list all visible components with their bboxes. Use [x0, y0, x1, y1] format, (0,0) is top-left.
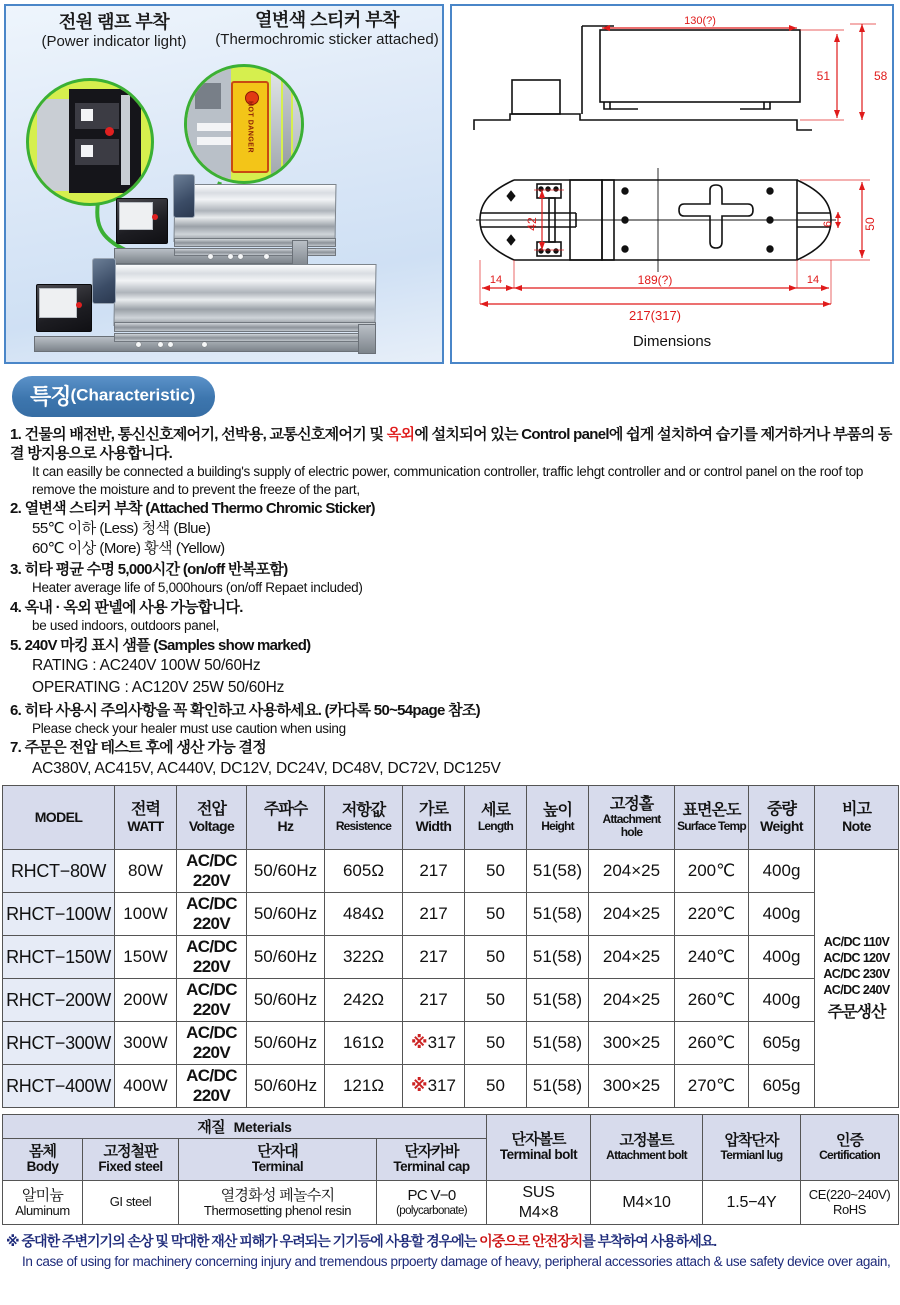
- cell-width-value: 217: [419, 990, 448, 1010]
- table-row: [3, 1181, 899, 1225]
- char-4-num: 4.: [10, 598, 22, 616]
- characteristic-badge-en: (Characteristic): [70, 385, 196, 405]
- mat-val-body-en: Aluminum: [15, 1202, 70, 1218]
- hot-danger-sticker: [231, 81, 269, 173]
- cell-note: [815, 850, 899, 1108]
- dim-mid-length: 189(?): [637, 273, 673, 287]
- char-3-ko: [10, 560, 894, 579]
- characteristic-item-4: [10, 598, 894, 635]
- mat-val-terminal-lug: [703, 1181, 801, 1225]
- cell-voltage: AC/DC 220V: [177, 1022, 247, 1065]
- cell-height: 51(58): [527, 936, 589, 979]
- zoom-bubble-power-indicator: [26, 78, 154, 206]
- note-line-4: AC/DC 240V: [823, 983, 890, 998]
- warning-ko-pre: 중대한 주변기기의 손상 및 막대한 재산 피해가 우려되는 기기등에 사용할 경우에는: [21, 1233, 480, 1250]
- table-row: [3, 893, 899, 936]
- warning-ko: [6, 1233, 894, 1251]
- spec-col-hole-ko: 고정홀: [609, 795, 654, 813]
- cell-hole: 300×25: [589, 1065, 675, 1108]
- char-6-ko-text: 히타 사용시 주의사항을 꼭 확인하고 사용하세요. (카다록 50~54page 참조): [24, 701, 480, 719]
- char-5-operating: OPERATING : AC120V 25W 50/60Hz: [32, 679, 285, 697]
- char-1-ko: [10, 425, 894, 463]
- dim-edge-left: 14: [489, 274, 503, 286]
- characteristic-item-1: [10, 425, 894, 498]
- mat-col-body-ko: 몸체: [29, 1142, 56, 1160]
- spec-col-resistance-en: Resistence: [335, 818, 392, 833]
- width-star-mark: ※: [411, 1076, 428, 1096]
- cell-length: 50: [465, 1065, 527, 1108]
- cell-hz: 50/60Hz: [247, 850, 325, 893]
- spec-col-voltage: [177, 786, 247, 850]
- cell-width: [403, 1065, 465, 1108]
- mat-val-terminal: [179, 1181, 377, 1225]
- callout-thermo-ko: 열변색 스티커 부착: [254, 10, 400, 30]
- mat-val-terminal-lug-en: 1.5−4Y: [726, 1194, 777, 1212]
- cell-hz: 50/60Hz: [247, 979, 325, 1022]
- spec-col-width-ko: 가로: [419, 800, 448, 818]
- cell-width: [403, 893, 465, 936]
- spec-col-height-ko: 높이: [543, 801, 572, 819]
- spec-col-length: [465, 786, 527, 850]
- cell-weight: 400g: [749, 979, 815, 1022]
- hot-danger-text: HOT DANGER: [246, 100, 254, 154]
- note-line-ko: 주문생산: [827, 1004, 886, 1022]
- cell-hz: 50/60Hz: [247, 936, 325, 979]
- cell-height: 51(58): [527, 979, 589, 1022]
- char-5-ko-text: 240V 마킹 표시 샘플 (Samples show marked): [24, 636, 311, 654]
- cell-width: [403, 850, 465, 893]
- spec-col-temp-en: Surface Temp: [677, 818, 746, 833]
- spec-col-voltage-ko: 전압: [197, 800, 226, 818]
- warning-ko-red: 이중으로 안전장치: [479, 1233, 583, 1250]
- spec-col-watt-en: WATT: [127, 817, 164, 834]
- mat-val-body: [3, 1181, 83, 1225]
- cell-hole: 300×25: [589, 1022, 675, 1065]
- mat-col-terminal-lug: [703, 1115, 801, 1181]
- dim-total-length: 217(317): [628, 308, 682, 323]
- char-4-ko-text: 옥내 · 옥외 판넬에 사용 가능합니다.: [24, 598, 243, 616]
- spec-col-resistance: [325, 786, 403, 850]
- mat-val-certification-en: CE(220~240V) RoHS: [808, 1186, 891, 1217]
- spec-col-watt: [115, 786, 177, 850]
- cell-width-value: 217: [419, 904, 448, 924]
- spec-col-weight-en: Weight: [760, 817, 803, 834]
- dim-top-width: 130(?): [684, 15, 716, 27]
- char-6-num: 6.: [10, 701, 22, 719]
- mat-col-certification-ko: 인증: [836, 1131, 864, 1149]
- cell-resistance: 121Ω: [325, 1065, 403, 1108]
- cell-length: 50: [465, 893, 527, 936]
- dim-height-outer: 58: [874, 69, 888, 83]
- char-1-en: It can easilly be connected a building's supply of electric power, communication controller, traffic lehgt controller and or control panel on the roof top remove the moisture and to prevent the freeze of the part,: [32, 464, 864, 497]
- product-photo-panel: [4, 4, 444, 364]
- cell-watt: 300W: [115, 1022, 177, 1065]
- cell-temp: 240℃: [675, 936, 749, 979]
- mat-col-body-en: Body: [26, 1159, 59, 1175]
- char-7-voltages: AC380V, AC415V, AC440V, DC12V, DC24V, DC48V, DC72V, DC125V: [32, 759, 501, 777]
- mat-col-fixed-steel-ko: 고정철판: [103, 1142, 158, 1160]
- note-line-2: AC/DC 120V: [823, 951, 890, 966]
- note-list: [817, 935, 896, 1022]
- cell-watt: 200W: [115, 979, 177, 1022]
- mat-col-terminal: [179, 1139, 377, 1181]
- cell-weight: 400g: [749, 936, 815, 979]
- mat-col-terminal-lug-ko: 압착단자: [724, 1131, 779, 1149]
- cell-voltage: AC/DC 220V: [177, 1065, 247, 1108]
- characteristic-badge-ko: 특징: [30, 384, 71, 409]
- char-1-ko-post: 에 설치되어 있는 Control panel에 쉽게 설치하여 습기를 제거하거나 부품의 동결 방지용으로 사용합니다.: [10, 426, 892, 463]
- mat-val-terminal-en: Thermosetting phenol resin: [203, 1202, 352, 1218]
- callout-thermo-en: (Thermochromic sticker attached): [215, 30, 439, 48]
- mat-val-terminal-ko: 열경화성 페놀수지: [220, 1186, 335, 1204]
- characteristic-list: [6, 425, 894, 780]
- cell-height: 51(58): [527, 1065, 589, 1108]
- cell-model: RHCT−150W: [3, 936, 115, 979]
- cell-hole: 204×25: [589, 979, 675, 1022]
- char-2-ko-text: 열변색 스티커 부착 (Attached Thermo Chromic Sticker): [24, 500, 375, 518]
- cell-hz: 50/60Hz: [247, 1065, 325, 1108]
- spec-col-watt-ko: 전력: [131, 800, 160, 818]
- mat-col-terminal-bolt-en: Terminal bolt: [499, 1147, 578, 1163]
- mat-col-terminal-bolt-ko: 단자볼트: [511, 1130, 566, 1148]
- cell-height: 51(58): [527, 893, 589, 936]
- spec-col-voltage-en: Voltage: [188, 817, 235, 834]
- characteristic-item-2: [10, 499, 894, 559]
- spec-col-temp: [675, 786, 749, 850]
- mat-col-terminal-cap: [377, 1139, 487, 1181]
- spec-col-model-en: MODEL: [34, 809, 83, 826]
- mat-val-terminal-bolt-en: M4×8: [518, 1203, 559, 1221]
- mat-col-certification: [801, 1115, 899, 1181]
- cell-weight: 605g: [749, 1065, 815, 1108]
- table-row: [3, 936, 899, 979]
- cell-model: RHCT−100W: [3, 893, 115, 936]
- cell-watt: 150W: [115, 936, 177, 979]
- cell-watt: 100W: [115, 893, 177, 936]
- cell-temp: 260℃: [675, 1022, 749, 1065]
- mat-col-terminal-en: Terminal: [251, 1159, 304, 1175]
- note-line-3: AC/DC 230V: [823, 967, 890, 982]
- cell-model: RHCT−300W: [3, 1022, 115, 1065]
- spec-col-model: [3, 786, 115, 850]
- cell-length: 50: [465, 850, 527, 893]
- mat-col-attachment-bolt: [591, 1115, 703, 1181]
- spec-col-temp-ko: 표면온도: [682, 801, 741, 819]
- mat-col-certification-en: Certification: [819, 1148, 880, 1163]
- spec-col-note-ko: 비고: [842, 800, 871, 818]
- specification-table: [2, 785, 899, 1108]
- spec-col-hole: [589, 786, 675, 850]
- mat-val-attachment-bolt: [591, 1181, 703, 1225]
- cell-width-value: 317: [427, 1033, 456, 1053]
- table-row: [3, 850, 899, 893]
- cell-hole: 204×25: [589, 936, 675, 979]
- dim-plan-depth-small: 6: [822, 220, 834, 228]
- materials-table-body: [3, 1181, 899, 1225]
- cell-width-value: 217: [419, 861, 448, 881]
- cell-voltage: AC/DC 220V: [177, 893, 247, 936]
- mat-val-terminal-bolt-ko: SUS: [522, 1184, 555, 1202]
- mat-col-terminal-ko: 단자대: [257, 1142, 298, 1160]
- power-led-icon: [105, 127, 114, 136]
- spec-col-weight-ko: 중량: [767, 800, 796, 818]
- spec-col-height-en: Height: [541, 818, 574, 833]
- cell-voltage: AC/DC 220V: [177, 850, 247, 893]
- materials-group-ko: 재질: [197, 1119, 225, 1137]
- cell-height: 51(58): [527, 850, 589, 893]
- cell-weight: 605g: [749, 1022, 815, 1065]
- table-row: [3, 1022, 899, 1065]
- tables-wrapper: [0, 781, 900, 1225]
- cell-watt: 80W: [115, 850, 177, 893]
- mat-val-terminal-cap-en: (polycarbonate): [396, 1204, 467, 1217]
- width-star-mark: ※: [411, 1033, 428, 1053]
- cell-temp: 260℃: [675, 979, 749, 1022]
- cell-resistance: 484Ω: [325, 893, 403, 936]
- char-5-ko: [10, 636, 894, 655]
- warning-ko-post: 를 부착하여 사용하세요.: [582, 1233, 717, 1250]
- cell-voltage: AC/DC 220V: [177, 936, 247, 979]
- cell-model: RHCT−400W: [3, 1065, 115, 1108]
- cell-watt: 400W: [115, 1065, 177, 1108]
- cell-height: 51(58): [527, 1022, 589, 1065]
- dimensions-drawing-panel: [450, 4, 894, 364]
- spec-col-note-en: Note: [842, 817, 871, 834]
- mat-col-fixed-steel: [83, 1139, 179, 1181]
- char-7-ko: [10, 738, 894, 757]
- dimensions-svg: [452, 8, 892, 338]
- warning-mark-icon: ※: [6, 1233, 19, 1250]
- cell-width: [403, 1022, 465, 1065]
- mat-val-certification: [801, 1181, 899, 1225]
- char-5-rating: RATING : AC240V 100W 50/60Hz: [32, 656, 261, 674]
- cell-hz: 50/60Hz: [247, 1022, 325, 1065]
- mat-val-fixed-steel: [83, 1181, 179, 1225]
- char-7-ko-text: 주문은 전압 테스트 후에 생산 가능 결정: [24, 739, 267, 757]
- mat-val-terminal-cap-ko: PC V−0: [407, 1187, 456, 1205]
- char-4-en: be used indoors, outdoors panel,: [32, 618, 220, 634]
- spec-col-note: [815, 786, 899, 850]
- materials-group-en: Meterials: [233, 1119, 292, 1136]
- dim-height-inner: 51: [816, 69, 830, 83]
- materials-group-row: [3, 1115, 899, 1139]
- cell-hole: 204×25: [589, 850, 675, 893]
- char-2-ko: [10, 499, 894, 518]
- characteristic-item-6: [10, 701, 894, 738]
- cell-length: 50: [465, 1022, 527, 1065]
- mat-val-body-ko: 알미늄: [21, 1186, 64, 1204]
- char-5-num: 5.: [10, 636, 22, 654]
- zoom-bubble-thermochromic-sticker: [184, 64, 304, 184]
- char-3-ko-text: 히타 평균 수명 5,000시간 (on/off 반복포함): [24, 561, 288, 579]
- cell-hole: 204×25: [589, 893, 675, 936]
- top-panels-row: [0, 0, 900, 364]
- spec-col-width: [403, 786, 465, 850]
- materials-group-header: [3, 1115, 487, 1139]
- char-3-en: Heater average life of 5,000hours (on/off Repaet included): [32, 580, 363, 596]
- spec-col-resistance-ko: 저항값: [341, 801, 386, 819]
- char-2-num: 2.: [10, 500, 22, 518]
- cell-temp: 220℃: [675, 893, 749, 936]
- warning-section: [0, 1225, 900, 1270]
- table-row: [3, 979, 899, 1022]
- cell-length: 50: [465, 936, 527, 979]
- mat-val-fixed-steel-en: GI steel: [109, 1194, 152, 1210]
- spec-col-hole-en: Attachment hole: [602, 812, 661, 840]
- mat-val-attachment-bolt-en: M4×10: [622, 1194, 671, 1212]
- mat-col-attachment-bolt-en: Attachment bolt: [606, 1148, 687, 1163]
- note-line-1: AC/DC 110V: [823, 935, 890, 950]
- cell-width-value: 217: [419, 947, 448, 967]
- cell-model: RHCT−80W: [3, 850, 115, 893]
- char-1-ko-red: 옥외: [386, 426, 415, 443]
- char-6-en: Please check your healer must use caution when using: [32, 720, 346, 736]
- mat-col-terminal-cap-en: Terminal cap: [393, 1159, 470, 1175]
- cell-weight: 400g: [749, 850, 815, 893]
- warning-en: In case of using for machinery concerning injury and tremendous prpoerty damage of heavy, peripheral accessories attach & use safety device over again,: [22, 1253, 891, 1269]
- dimensions-caption: Dimensions: [632, 333, 712, 350]
- mat-col-terminal-cap-ko: 단자카바: [404, 1142, 459, 1160]
- mat-val-terminal-cap: [377, 1181, 487, 1225]
- callout-power-en: (Power indicator light): [41, 32, 187, 50]
- spec-col-width-en: Width: [415, 817, 452, 834]
- cell-resistance: 161Ω: [325, 1022, 403, 1065]
- mat-col-fixed-steel-en: Fixed steel: [98, 1159, 163, 1175]
- mat-col-terminal-lug-en: Termianl lug: [720, 1148, 783, 1163]
- spec-col-hz: [247, 786, 325, 850]
- table-row: [3, 1065, 899, 1108]
- spec-col-height: [527, 786, 589, 850]
- cell-length: 50: [465, 979, 527, 1022]
- cell-resistance: 605Ω: [325, 850, 403, 893]
- characteristic-item-3: [10, 560, 894, 597]
- char-2-sub-1: 55℃ 이하 (Less) 청색 (Blue): [32, 519, 211, 537]
- cell-hz: 50/60Hz: [247, 893, 325, 936]
- spec-col-length-ko: 세로: [481, 801, 510, 819]
- char-4-ko: [10, 598, 894, 617]
- char-1-ko-pre: 건물의 배전반, 통신신호제어기, 선박용, 교통신호제어기 및: [24, 426, 387, 443]
- spec-col-weight: [749, 786, 815, 850]
- mat-val-terminal-bolt: [487, 1181, 591, 1225]
- cell-width: [403, 979, 465, 1022]
- char-2-sub-2: 60℃ 이상 (More) 황색 (Yellow): [32, 539, 225, 557]
- mat-col-terminal-bolt: [487, 1115, 591, 1181]
- dim-plan-depth: 50: [863, 217, 877, 231]
- cell-voltage: AC/DC 220V: [177, 979, 247, 1022]
- cell-resistance: 322Ω: [325, 936, 403, 979]
- cell-temp: 270℃: [675, 1065, 749, 1108]
- spec-header-row: [3, 786, 899, 850]
- spec-col-length-en: Length: [477, 818, 514, 833]
- cell-temp: 200℃: [675, 850, 749, 893]
- dim-edge-right: 14: [806, 274, 820, 286]
- cell-width: [403, 936, 465, 979]
- materials-table: [2, 1114, 899, 1225]
- spec-col-hz-ko: 주파수: [263, 800, 308, 818]
- spec-table-body: [3, 850, 899, 1108]
- characteristic-badge: [12, 376, 215, 417]
- callout-power-ko: 전원 램프 부착: [58, 12, 170, 32]
- dim-plan-width: 42: [525, 217, 539, 231]
- cell-resistance: 242Ω: [325, 979, 403, 1022]
- mat-col-attachment-bolt-ko: 고정볼트: [619, 1131, 674, 1149]
- characteristic-section: [0, 364, 900, 780]
- char-7-num: 7.: [10, 739, 22, 757]
- characteristic-item-7: [10, 738, 894, 780]
- mat-col-body: [3, 1139, 83, 1181]
- cell-model: RHCT−200W: [3, 979, 115, 1022]
- char-1-num: 1.: [10, 426, 22, 443]
- characteristic-item-5: [10, 636, 894, 700]
- cell-weight: 400g: [749, 893, 815, 936]
- spec-col-hz-en: Hz: [277, 817, 294, 834]
- cell-width-value: 317: [427, 1076, 456, 1096]
- char-3-num: 3.: [10, 561, 22, 579]
- char-6-ko: [10, 701, 894, 720]
